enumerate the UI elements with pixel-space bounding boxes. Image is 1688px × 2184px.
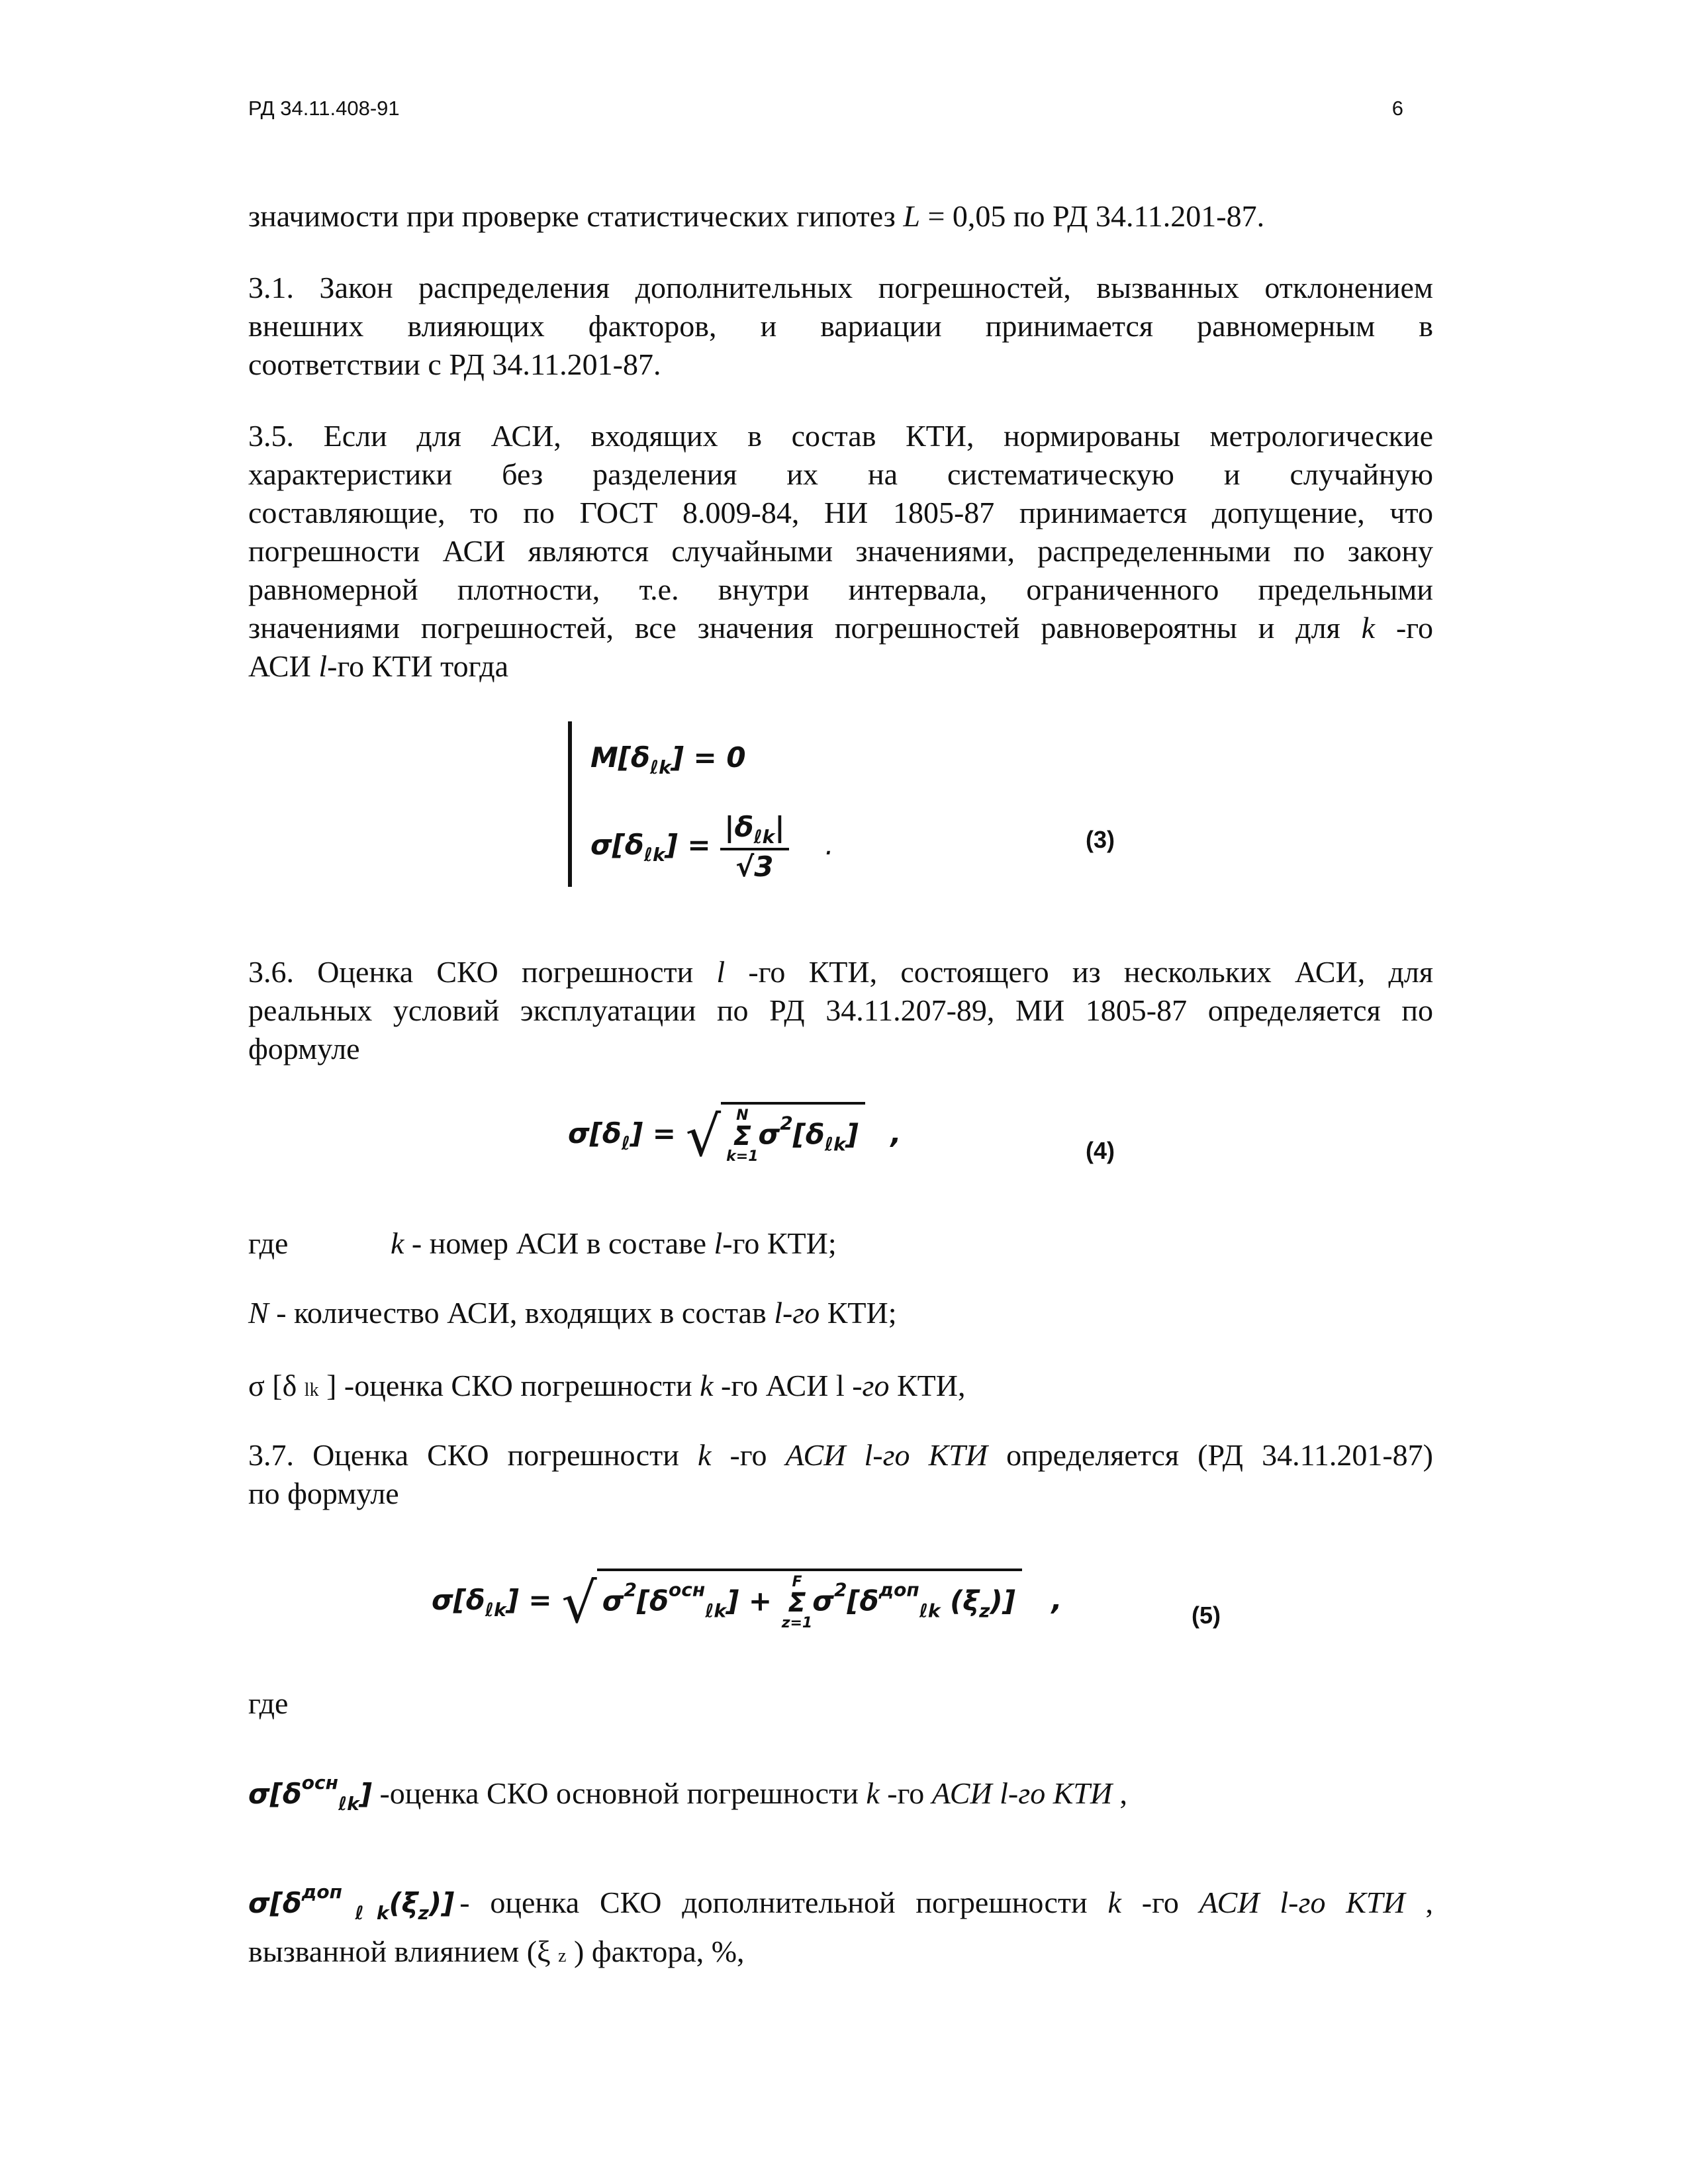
- paragraph-intro: значимости при проверке статистических гипотез L = 0,05 по РД 34.11.201-87.: [248, 199, 1265, 233]
- fraction: $\frac{|\delta_{\ell k}|}{√3}$: [720, 811, 788, 883]
- sigma-additional-symbol: $\sigma[\delta^{доп}_{\ell k}(\xi_z)]$: [248, 1881, 455, 1924]
- definition-k: k - номер АСИ в составе l-го КТИ;: [391, 1226, 837, 1260]
- equation-4: $\sigma[\delta_\ell]$ = √ N Σ k=1 $\sigma^2[\delta_{\ell k}]$ ,: [568, 1102, 901, 1169]
- definition-n: N - количество АСИ, входящих в состав l-го КТИ;: [248, 1296, 897, 1330]
- square-root: √ N Σ k=1 $\sigma^2[\delta_{\ell k}]$: [686, 1102, 865, 1169]
- where-label-1: где: [248, 1226, 289, 1260]
- sigma-basic-symbol: $\sigma[\delta^{осн}_{\ell k}]$: [248, 1772, 372, 1815]
- definition-sigma: σ [δ lk ] -оценка СКО погрешности k -го АСИ l -го КТИ,: [248, 1369, 966, 1402]
- equation-5: $\sigma[\delta_{\ell k}]$ = √ $\sigma^2[\delta^{осн}_{\ell k}]$ + F Σ z=1 $\sigma^2[\delta^{доп}_{\ell k}$ $(\xi_z)$] ,: [432, 1569, 1062, 1635]
- variable-l: L: [903, 199, 920, 233]
- document-code: РД 34.11.408-91: [248, 97, 400, 120]
- paragraph-3-6: 3.6. Оценка СКО погрешности l -го КТИ, состоящего из нескольких АСИ, для реальных условий эксплуатации по РД 34.11.207-89, МИ 1805-87 определяется по формуле: [248, 955, 1433, 1066]
- equation-3-number: (3): [1086, 826, 1115, 853]
- equation-4-number: (4): [1086, 1137, 1115, 1164]
- definition-basic-error: $\sigma[\delta^{осн}_{\ell k}]$ -оценка СКО основной погрешности k -го АСИ l-го КТИ ,: [248, 1772, 1128, 1815]
- equation-5-number: (5): [1192, 1602, 1221, 1629]
- equation-3-row-1: $M[\delta_{\ell k}] = 0$: [590, 741, 746, 778]
- paragraph-3-1: 3.1. Закон распределения дополнительных погрешностей, вызванных отклонением внешних влияющих факторов, и вариации принимается равномерным в соответствии с РД 34.11.201-87.: [248, 271, 1433, 381]
- paragraph-3-7: 3.7. Оценка СКО погрешности k -го АСИ l-го КТИ определяется (РД 34.11.201-87) по формуле: [248, 1438, 1433, 1510]
- summation: N Σ k=1: [726, 1107, 759, 1165]
- page-number: 6: [1391, 97, 1403, 120]
- where-label-2: где: [248, 1686, 289, 1720]
- system-brace: [568, 721, 572, 887]
- square-root: √ $\sigma^2[\delta^{осн}_{\ell k}]$ + F Σ z=1 $\sigma^2[\delta^{доп}_{\ell k}$ $(\xi_z)$]: [561, 1569, 1022, 1635]
- definition-additional-error: $\sigma[\delta^{доп}_{\ell k}(\xi_z)]$ - оценка СКО дополнительной погрешности k -го АСИ l-го КТИ , вызванной влиянием (ξ z ) фактора, %,: [248, 1881, 1434, 1968]
- paragraph-3-5: 3.5. Если для АСИ, входящих в состав КТИ, нормированы метрологические характеристики без разделения их на систематическую и случайную составляющие, то по ГОСТ 8.009-84, НИ 1805-87 принимается допущение, что погрешности АСИ являются случайными значениями, распределенными по закону равномерной плотности, т.е. внутри интервала, ограниченного предельными значениями погрешностей, все значения погрешностей равновероятны и для k -го АСИ l-го КТИ тогда: [248, 419, 1433, 683]
- equation-3-row-2: $\sigma[\delta_{\ell k}]$ = $\frac{|\delta_{\ell k}|}{√3}$ .: [590, 811, 834, 883]
- summation: F Σ z=1: [781, 1574, 813, 1631]
